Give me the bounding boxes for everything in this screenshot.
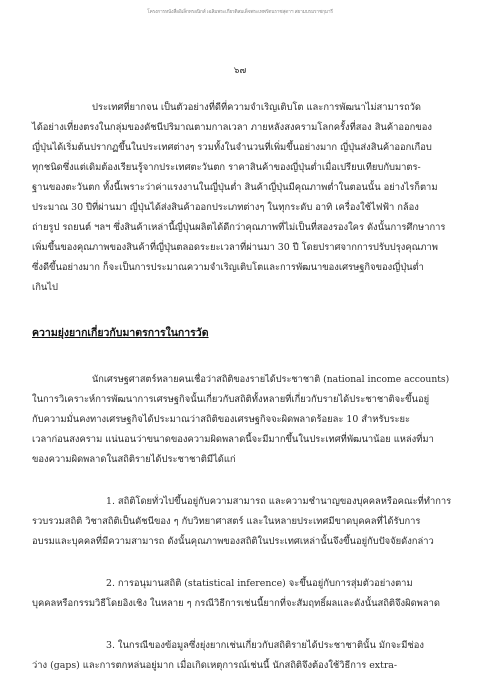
page-number: ๖๗ [233, 66, 247, 76]
paragraph-line: ซึ่งดีขึ้นอย่างมาก ก็จะเป็นการประมาณความจำเริญเติบโตและการพัฒนาของเศรษฐกิจของญี่ปุ่นต่ำ [32, 262, 424, 273]
paragraph-line: ญี่ปุ่นได้เริ่มต้นปรากฏขึ้นในประเทศต่างๆ รวมทั้งในจำนวนที่เพิ่มขึ้นอย่างมาก ญี่ปุ่นส่งสินค้าออกเกือบ [32, 142, 432, 153]
list-item-line: รวบรวมสถิติ วิชาสถิติเป็นดัชนีของ ๆ กับวิทยาศาสตร์ และในหลายประเทศมีขาดบุคคลที่ได้รับการ [32, 516, 421, 527]
paragraph-line: ฐานของตะวันตก ทั้งนี้เพราะว่าค่าแรงงานในญี่ปุ่นต่ำ สินค้าญี่ปุ่นมีคุณภาพต่ำในตอนนั้น อย่างไรก็ตาม [32, 182, 438, 193]
list-item-line: 3. ในกรณีของข้อมูลซึ่งยุ่งยากเช่นเกี่ยวกับสถิติรายได้ประชาชาตินั้น มักจะมีช่อง [106, 640, 424, 651]
paragraph-line: ทุกชนิดซึ่งแต่เดิมต้องเรียนรู้จากประเทศตะวันตก ราคาสินค้าของญี่ปุ่นต่ำเมื่อเปรียบเทียบกับมาตร- [32, 162, 421, 173]
list-item-line: 1. สถิติโดยทั่วไปขึ้นอยู่กับความสามารถ และความชำนาญของบุคคลหรือคณะที่ทำการ [106, 496, 452, 507]
paragraph-line: นักเศรษฐศาสตร์หลายคนเชื่อว่าสถิติของรายได้ประชาชาติ (national income accounts) [92, 374, 450, 385]
paragraph-line: ประมาณ 30 ปีที่ผ่านมา ญี่ปุ่นได้ส่งสินค้าออกประเภทต่างๆ ในทุกระดับ อาทิ เครื่องใช้ไฟฟ้า กล้อง [32, 202, 419, 213]
list-item-line: 2. การอนุมานสถิติ (statistical inference) จะขึ้นอยู่กับการสุ่มตัวอย่างตาม [106, 578, 413, 589]
paragraph-line: ได้อย่างเที่ยงตรงในกลุ่มของดัชนีปริมาณตามกาลเวลา ภายหลังสงครามโลกครั้งที่สอง สินค้าออกของ [32, 122, 432, 133]
list-item-line: บุคคลหรือกรรมวิธีโดยอิงเชิง ในหลาย ๆ กรณีวิธีการเช่นนี้ยากที่จะสัมฤทธิ์ผลและดังนั้นสถิติจึงผิดพลาด [32, 598, 440, 609]
paragraph-line: ถ่ายรูป รถยนต์ ฯลฯ ซึ่งสินค้าเหล่านี้ญี่ปุ่นผลิตได้ดีกว่าคุณภาพที่ไม่เป็นที่สองรองใคร ดังนั้นการศึกษาการ [32, 222, 446, 233]
list-item-line: ว่าง (gaps) และการตกหล่นอยู่มาก เมื่อเกิดเหตุการณ์เช่นนี้ นักสถิติจึงต้องใช้วิธีการ extra- [32, 660, 398, 671]
page-header: โครงการหนังสืออิเล็กทรอนิกส์ เฉลิมพระเกียรติสมเด็จพระเทพรัตนราชสุดาฯ สยามบรมราชกุมารี [147, 9, 333, 15]
paragraph-line: ในการวิเคราะห์การพัฒนาการเศรษฐกิจนั้นเกี่ยวกับสถิติทั้งหลายที่เกี่ยวกับรายได้ประชาชาติจะขึ้นอยู่ [32, 394, 430, 405]
paragraph-line: เกินไป [32, 282, 58, 293]
list-item-line: อบรมและบุคคลที่มีความสามารถ ดังนั้นคุณภาพของสถิติในประเทศเหล่านั้นจึงขึ้นอยู่กับปัจจัยดังกล่าว [32, 536, 434, 547]
paragraph-line: กับความมั่นคงทางเศรษฐกิจได้ประมาณว่าสถิติของเศรษฐกิจจะผิดพลาดร้อยละ 10 สำหรับระยะ [32, 414, 411, 425]
paragraph-line: ประเทศที่ยากจน เป็นตัวอย่างที่ดีที่ความจำเริญเติบโต และการพัฒนาไม่สามารถวัด [92, 102, 422, 113]
section-heading: ความยุ่งยากเกี่ยวกับมาตรการในการวัด [32, 327, 209, 339]
paragraph-line: เพิ่มขึ้นของคุณภาพของสินค้าที่ญี่ปุ่นตลอดระยะเวลาที่ผ่านมา 30 ปี โดยปราศจากการปรับปรุงคุณภาพ [32, 242, 438, 253]
paragraph-line: เวลาก่อนสงคราม แน่นอนว่าขนาดของความผิดพลาดนี้จะมีมากขึ้นในประเทศที่พัฒนาน้อย แหล่งที่มา [32, 434, 434, 445]
paragraph-line: ของความผิดพลาดในสถิติรายได้ประชาชาติมีได้แก่ [32, 454, 236, 465]
